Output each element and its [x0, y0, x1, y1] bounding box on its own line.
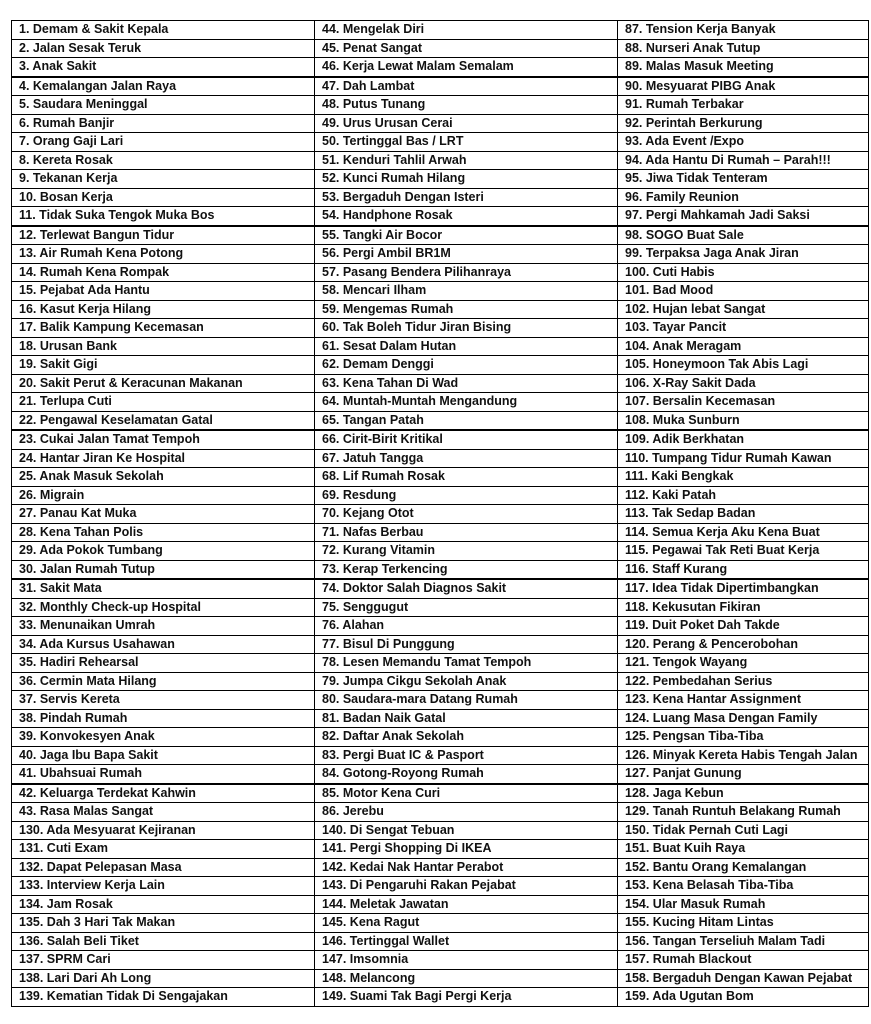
excuse-cell: 34. Ada Kursus Usahawan [12, 635, 315, 654]
excuse-cell: 53. Bergaduh Dengan Isteri [315, 188, 618, 207]
excuse-cell: 11. Tidak Suka Tengok Muka Bos [12, 207, 315, 226]
excuse-cell: 111. Kaki Bengkak [618, 468, 869, 487]
excuse-table [11, 20, 869, 1007]
table-row [12, 932, 869, 951]
excuse-cell: 147. Imsomnia [315, 951, 618, 970]
excuse-cell: 151. Buat Kuih Raya [618, 840, 869, 859]
excuse-cell: 17. Balik Kampung Kecemasan [12, 319, 315, 338]
excuse-cell: 117. Idea Tidak Dipertimbangkan [618, 579, 869, 598]
excuse-cell: 67. Jatuh Tangga [315, 449, 618, 468]
excuse-cell: 58. Mencari Ilham [315, 282, 618, 301]
excuse-cell: 99. Terpaksa Jaga Anak Jiran [618, 245, 869, 264]
excuse-cell: 27. Panau Kat Muka [12, 505, 315, 524]
excuse-cell: 128. Jaga Kebun [618, 784, 869, 803]
excuse-cell: 102. Hujan lebat Sangat [618, 300, 869, 319]
excuse-cell: 56. Pergi Ambil BR1M [315, 245, 618, 264]
excuse-cell: 81. Badan Naik Gatal [315, 709, 618, 728]
table-row [12, 803, 869, 822]
excuse-cell: 82. Daftar Anak Sekolah [315, 728, 618, 747]
table-row [12, 21, 869, 40]
table-row [12, 245, 869, 264]
excuse-cell: 77. Bisul Di Punggung [315, 635, 618, 654]
excuse-cell: 127. Panjat Gunung [618, 765, 869, 784]
excuse-cell: 159. Ada Ugutan Bom [618, 988, 869, 1007]
table-row [12, 635, 869, 654]
excuse-cell: 155. Kucing Hitam Lintas [618, 914, 869, 933]
excuse-cell: 90. Mesyuarat PIBG Anak [618, 77, 869, 96]
excuse-cell: 38. Pindah Rumah [12, 709, 315, 728]
excuse-cell: 135. Dah 3 Hari Tak Makan [12, 914, 315, 933]
table-row [12, 411, 869, 430]
excuse-cell: 94. Ada Hantu Di Rumah – Parah!!! [618, 151, 869, 170]
excuse-cell: 138. Lari Dari Ah Long [12, 969, 315, 988]
excuse-cell: 91. Rumah Terbakar [618, 96, 869, 115]
excuse-cell: 131. Cuti Exam [12, 840, 315, 859]
excuse-cell: 109. Adik Berkhatan [618, 430, 869, 449]
excuse-cell: 21. Terlupa Cuti [12, 393, 315, 412]
table-row [12, 449, 869, 468]
excuse-cell: 59. Mengemas Rumah [315, 300, 618, 319]
excuse-cell: 19. Sakit Gigi [12, 356, 315, 375]
excuse-cell: 106. X-Ray Sakit Dada [618, 374, 869, 393]
excuse-cell: 137. SPRM Cari [12, 951, 315, 970]
table-row [12, 188, 869, 207]
excuse-cell: 41. Ubahsuai Rumah [12, 765, 315, 784]
excuse-cell: 60. Tak Boleh Tidur Jiran Bising [315, 319, 618, 338]
excuse-cell: 14. Rumah Kena Rompak [12, 263, 315, 282]
excuse-cell: 136. Salah Beli Tiket [12, 932, 315, 951]
excuse-cell: 33. Menunaikan Umrah [12, 617, 315, 636]
excuse-cell: 6. Rumah Banjir [12, 114, 315, 133]
excuse-cell: 5. Saudara Meninggal [12, 96, 315, 115]
table-row [12, 579, 869, 598]
excuse-cell: 39. Konvokesyen Anak [12, 728, 315, 747]
excuse-cell: 107. Bersalin Kecemasan [618, 393, 869, 412]
excuse-cell: 26. Migrain [12, 486, 315, 505]
excuse-cell: 130. Ada Mesyuarat Kejiranan [12, 821, 315, 840]
excuse-cell: 154. Ular Masuk Rumah [618, 895, 869, 914]
table-row [12, 598, 869, 617]
excuse-cell: 152. Bantu Orang Kemalangan [618, 858, 869, 877]
table-row [12, 77, 869, 96]
excuse-cell: 123. Kena Hantar Assignment [618, 691, 869, 710]
excuse-cell: 73. Kerap Terkencing [315, 560, 618, 579]
excuse-cell: 50. Tertinggal Bas / LRT [315, 133, 618, 152]
excuse-cell: 10. Bosan Kerja [12, 188, 315, 207]
excuse-cell: 78. Lesen Memandu Tamat Tempoh [315, 654, 618, 673]
excuse-cell: 51. Kenduri Tahlil Arwah [315, 151, 618, 170]
table-row [12, 654, 869, 673]
excuse-cell: 52. Kunci Rumah Hilang [315, 170, 618, 189]
table-row [12, 542, 869, 561]
excuse-cell: 36. Cermin Mata Hilang [12, 672, 315, 691]
excuse-cell: 45. Penat Sangat [315, 39, 618, 58]
table-row [12, 709, 869, 728]
table-row [12, 672, 869, 691]
excuse-cell: 20. Sakit Perut & Keracunan Makanan [12, 374, 315, 393]
excuse-cell: 29. Ada Pokok Tumbang [12, 542, 315, 561]
table-row [12, 877, 869, 896]
excuse-cell: 120. Perang & Pencerobohan [618, 635, 869, 654]
excuse-cell: 57. Pasang Bendera Pilihanraya [315, 263, 618, 282]
table-row [12, 356, 869, 375]
excuse-cell: 79. Jumpa Cikgu Sekolah Anak [315, 672, 618, 691]
excuse-cell: 141. Pergi Shopping Di IKEA [315, 840, 618, 859]
table-row [12, 895, 869, 914]
excuse-cell: 84. Gotong-Royong Rumah [315, 765, 618, 784]
excuse-cell: 125. Pengsan Tiba-Tiba [618, 728, 869, 747]
table-row [12, 969, 869, 988]
table-row [12, 468, 869, 487]
excuse-cell: 145. Kena Ragut [315, 914, 618, 933]
table-row [12, 486, 869, 505]
excuse-cell: 86. Jerebu [315, 803, 618, 822]
table-row [12, 114, 869, 133]
excuse-cell: 129. Tanah Runtuh Belakang Rumah [618, 803, 869, 822]
table-row [12, 765, 869, 784]
excuse-cell: 43. Rasa Malas Sangat [12, 803, 315, 822]
excuse-cell: 24. Hantar Jiran Ke Hospital [12, 449, 315, 468]
table-row [12, 728, 869, 747]
table-row [12, 691, 869, 710]
excuse-cell: 30. Jalan Rumah Tutup [12, 560, 315, 579]
excuse-cell: 64. Muntah-Muntah Mengandung [315, 393, 618, 412]
excuse-cell: 42. Keluarga Terdekat Kahwin [12, 784, 315, 803]
table-row [12, 151, 869, 170]
excuse-cell: 126. Minyak Kereta Habis Tengah Jalan [618, 746, 869, 765]
excuse-cell: 13. Air Rumah Kena Potong [12, 245, 315, 264]
excuse-cell: 96. Family Reunion [618, 188, 869, 207]
excuse-cell: 63. Kena Tahan Di Wad [315, 374, 618, 393]
excuse-cell: 89. Malas Masuk Meeting [618, 58, 869, 77]
excuse-cell: 114. Semua Kerja Aku Kena Buat [618, 523, 869, 542]
excuse-cell: 12. Terlewat Bangun Tidur [12, 226, 315, 245]
table-row [12, 374, 869, 393]
excuse-cell: 87. Tension Kerja Banyak [618, 21, 869, 40]
excuse-cell: 76. Alahan [315, 617, 618, 636]
excuse-cell: 142. Kedai Nak Hantar Perabot [315, 858, 618, 877]
excuse-cell: 146. Tertinggal Wallet [315, 932, 618, 951]
excuse-cell: 70. Kejang Otot [315, 505, 618, 524]
excuse-cell: 18. Urusan Bank [12, 337, 315, 356]
excuse-cell: 44. Mengelak Diri [315, 21, 618, 40]
excuse-cell: 32. Monthly Check-up Hospital [12, 598, 315, 617]
table-row [12, 951, 869, 970]
excuse-cell: 85. Motor Kena Curi [315, 784, 618, 803]
excuse-cell: 95. Jiwa Tidak Tenteram [618, 170, 869, 189]
table-row [12, 523, 869, 542]
excuse-cell: 80. Saudara-mara Datang Rumah [315, 691, 618, 710]
excuse-cell: 148. Melancong [315, 969, 618, 988]
table-row [12, 617, 869, 636]
excuse-cell: 140. Di Sengat Tebuan [315, 821, 618, 840]
table-row [12, 300, 869, 319]
table-row [12, 840, 869, 859]
excuse-table-body [12, 21, 869, 1007]
excuse-cell: 37. Servis Kereta [12, 691, 315, 710]
table-row [12, 337, 869, 356]
table-row [12, 263, 869, 282]
table-row [12, 207, 869, 226]
excuse-cell: 103. Tayar Pancit [618, 319, 869, 338]
excuse-cell: 2. Jalan Sesak Teruk [12, 39, 315, 58]
table-row [12, 96, 869, 115]
table-row [12, 746, 869, 765]
excuse-cell: 116. Staff Kurang [618, 560, 869, 579]
excuse-cell: 72. Kurang Vitamin [315, 542, 618, 561]
excuse-cell: 49. Urus Urusan Cerai [315, 114, 618, 133]
excuse-cell: 8. Kereta Rosak [12, 151, 315, 170]
excuse-cell: 112. Kaki Patah [618, 486, 869, 505]
excuse-cell: 143. Di Pengaruhi Rakan Pejabat [315, 877, 618, 896]
excuse-cell: 121. Tengok Wayang [618, 654, 869, 673]
excuse-cell: 83. Pergi Buat IC & Pasport [315, 746, 618, 765]
excuse-cell: 98. SOGO Buat Sale [618, 226, 869, 245]
table-row [12, 821, 869, 840]
excuse-cell: 62. Demam Denggi [315, 356, 618, 375]
excuse-cell: 40. Jaga Ibu Bapa Sakit [12, 746, 315, 765]
excuse-cell: 9. Tekanan Kerja [12, 170, 315, 189]
excuse-cell: 54. Handphone Rosak [315, 207, 618, 226]
table-row [12, 226, 869, 245]
table-row [12, 282, 869, 301]
excuse-cell: 23. Cukai Jalan Tamat Tempoh [12, 430, 315, 449]
excuse-cell: 65. Tangan Patah [315, 411, 618, 430]
excuse-cell: 35. Hadiri Rehearsal [12, 654, 315, 673]
excuse-cell: 115. Pegawai Tak Reti Buat Kerja [618, 542, 869, 561]
table-row [12, 133, 869, 152]
table-row [12, 505, 869, 524]
table-row [12, 319, 869, 338]
excuse-cell: 139. Kematian Tidak Di Sengajakan [12, 988, 315, 1007]
table-row [12, 988, 869, 1007]
table-row [12, 393, 869, 412]
excuse-cell: 108. Muka Sunburn [618, 411, 869, 430]
table-row [12, 784, 869, 803]
excuse-cell: 93. Ada Event /Expo [618, 133, 869, 152]
excuse-cell: 132. Dapat Pelepasan Masa [12, 858, 315, 877]
table-row [12, 914, 869, 933]
excuse-cell: 25. Anak Masuk Sekolah [12, 468, 315, 487]
table-row [12, 58, 869, 77]
excuse-cell: 1. Demam & Sakit Kepala [12, 21, 315, 40]
excuse-cell: 75. Senggugut [315, 598, 618, 617]
excuse-cell: 119. Duit Poket Dah Takde [618, 617, 869, 636]
excuse-cell: 22. Pengawal Keselamatan Gatal [12, 411, 315, 430]
excuse-cell: 124. Luang Masa Dengan Family [618, 709, 869, 728]
table-row [12, 170, 869, 189]
excuse-cell: 31. Sakit Mata [12, 579, 315, 598]
excuse-cell: 28. Kena Tahan Polis [12, 523, 315, 542]
excuse-cell: 69. Resdung [315, 486, 618, 505]
excuse-cell: 66. Cirit-Birit Kritikal [315, 430, 618, 449]
table-row [12, 430, 869, 449]
excuse-cell: 113. Tak Sedap Badan [618, 505, 869, 524]
excuse-cell: 61. Sesat Dalam Hutan [315, 337, 618, 356]
excuse-cell: 4. Kemalangan Jalan Raya [12, 77, 315, 96]
excuse-cell: 101. Bad Mood [618, 282, 869, 301]
excuse-cell: 55. Tangki Air Bocor [315, 226, 618, 245]
excuse-cell: 74. Doktor Salah Diagnos Sakit [315, 579, 618, 598]
excuse-cell: 16. Kasut Kerja Hilang [12, 300, 315, 319]
excuse-cell: 150. Tidak Pernah Cuti Lagi [618, 821, 869, 840]
table-row [12, 560, 869, 579]
excuse-cell: 157. Rumah Blackout [618, 951, 869, 970]
table-row [12, 858, 869, 877]
excuse-cell: 153. Kena Belasah Tiba-Tiba [618, 877, 869, 896]
excuse-cell: 144. Meletak Jawatan [315, 895, 618, 914]
excuse-cell: 122. Pembedahan Serius [618, 672, 869, 691]
excuse-cell: 105. Honeymoon Tak Abis Lagi [618, 356, 869, 375]
excuse-cell: 118. Kekusutan Fikiran [618, 598, 869, 617]
table-row [12, 39, 869, 58]
excuse-cell: 110. Tumpang Tidur Rumah Kawan [618, 449, 869, 468]
excuse-cell: 88. Nurseri Anak Tutup [618, 39, 869, 58]
excuse-cell: 133. Interview Kerja Lain [12, 877, 315, 896]
excuse-cell: 15. Pejabat Ada Hantu [12, 282, 315, 301]
excuse-cell: 68. Lif Rumah Rosak [315, 468, 618, 487]
excuse-cell: 156. Tangan Terseliuh Malam Tadi [618, 932, 869, 951]
excuse-cell: 7. Orang Gaji Lari [12, 133, 315, 152]
excuse-cell: 92. Perintah Berkurung [618, 114, 869, 133]
excuse-cell: 3. Anak Sakit [12, 58, 315, 77]
excuse-cell: 97. Pergi Mahkamah Jadi Saksi [618, 207, 869, 226]
excuse-cell: 46. Kerja Lewat Malam Semalam [315, 58, 618, 77]
excuse-cell: 100. Cuti Habis [618, 263, 869, 282]
excuse-cell: 158. Bergaduh Dengan Kawan Pejabat [618, 969, 869, 988]
excuse-cell: 48. Putus Tunang [315, 96, 618, 115]
excuse-cell: 47. Dah Lambat [315, 77, 618, 96]
excuse-cell: 71. Nafas Berbau [315, 523, 618, 542]
excuse-cell: 134. Jam Rosak [12, 895, 315, 914]
excuse-cell: 104. Anak Meragam [618, 337, 869, 356]
excuse-cell: 149. Suami Tak Bagi Pergi Kerja [315, 988, 618, 1007]
